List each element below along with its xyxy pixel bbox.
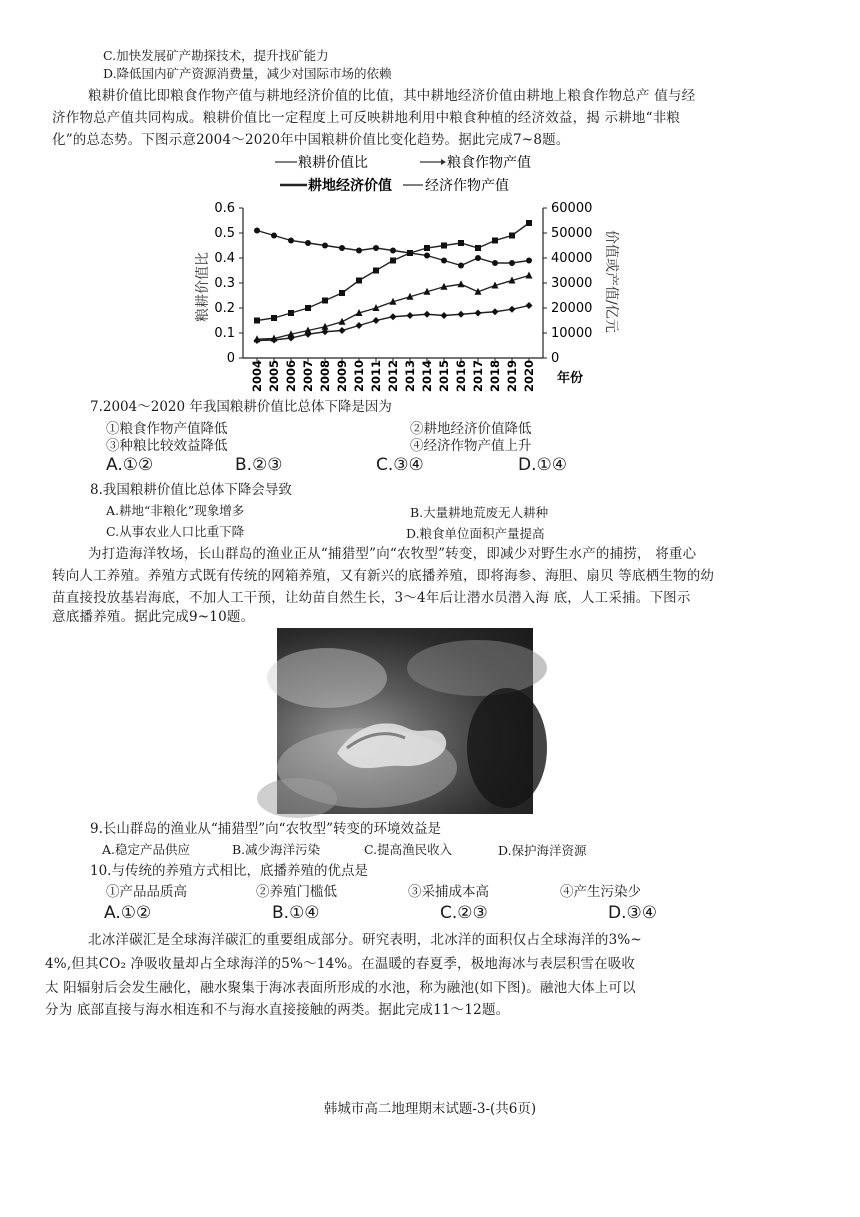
x-tick-label: 2005 bbox=[267, 359, 281, 392]
point-cultivated bbox=[424, 245, 430, 251]
point-ratio bbox=[271, 233, 277, 239]
x-tick-label: 2015 bbox=[437, 359, 451, 392]
y-tick-label-left: 0.3 bbox=[214, 276, 235, 291]
q7-item: ②耕地经济价值降低 bbox=[410, 421, 532, 437]
y-axis-label-left: 粮耕价值比 bbox=[195, 252, 211, 322]
x-tick-label: 2018 bbox=[488, 359, 502, 392]
q7-choice-a: A.①② bbox=[106, 455, 154, 475]
point-ratio bbox=[288, 238, 294, 244]
q9-choice-a: A.稳定产品供应 bbox=[102, 842, 191, 857]
x-tick-label: 2019 bbox=[505, 359, 519, 392]
x-tick-label: 2011 bbox=[369, 359, 383, 392]
point-grain bbox=[373, 317, 380, 324]
point-ratio bbox=[475, 255, 481, 261]
legend-label-cultivated: 耕地经济价值 bbox=[308, 178, 392, 194]
option-c: C.加快发展矿产勘探技术，提升找矿能力 bbox=[103, 48, 329, 63]
intro-line: 北冰洋碳汇是全球海洋碳汇的重要组成部分。研究表明，北冰洋的面积仅占全球海洋的3%~ bbox=[88, 932, 642, 948]
q10-choice-a: A.①② bbox=[104, 903, 152, 923]
q10-item: ①产品品质高 bbox=[106, 884, 187, 900]
x-tick-label: 2016 bbox=[454, 359, 468, 392]
q8-choice-d: D.粮食单位面积产量提高 bbox=[406, 526, 545, 541]
y-tick-label-left: 0 bbox=[226, 351, 235, 366]
legend-label-economic: 经济作物产值 bbox=[425, 178, 509, 194]
seabed-illustration bbox=[277, 628, 533, 814]
q8-stem: 8.我国粮耕价值比总体下降会导致 bbox=[90, 482, 292, 498]
q10-choice-c: C.②③ bbox=[440, 903, 488, 923]
point-economic bbox=[526, 272, 533, 279]
q7-stem: 7.2004～2020 年我国粮耕价值比总体下降是因为 bbox=[90, 399, 392, 415]
point-grain bbox=[390, 313, 397, 320]
legend-label-grain: 粮食作物产值 bbox=[447, 155, 531, 171]
point-ratio bbox=[254, 228, 260, 234]
point-ratio bbox=[526, 258, 532, 264]
point-ratio bbox=[322, 243, 328, 249]
y-tick-label-right: 30000 bbox=[551, 276, 593, 291]
x-tick-label: 2009 bbox=[335, 359, 349, 392]
point-grain bbox=[339, 327, 346, 334]
point-ratio bbox=[356, 248, 362, 254]
y-tick-label-right: 50000 bbox=[551, 226, 593, 241]
q7-item: ③种粮比较效益降低 bbox=[106, 438, 228, 454]
point-grain bbox=[356, 322, 363, 329]
point-ratio bbox=[373, 245, 379, 251]
y-tick-label-left: 0.6 bbox=[214, 201, 235, 216]
point-cultivated bbox=[492, 238, 498, 244]
q10-stem: 10.与传统的养殖方式相比，底播养殖的优点是 bbox=[90, 863, 368, 879]
y-tick-label-left: 0.4 bbox=[214, 251, 235, 266]
y-tick-label-right: 10000 bbox=[551, 326, 593, 341]
intro-line: 济作物总产值共同构成。粮耕价值比一定程度上可反映耕地利用中粮食种植的经济效益，揭 示耕地“非粮 bbox=[52, 110, 681, 126]
legend-label-ratio: 粮耕价值比 bbox=[298, 155, 368, 171]
point-cultivated bbox=[288, 310, 294, 316]
y-tick-label-left: 0.1 bbox=[214, 326, 235, 341]
seabed-sea-cucumber-photo bbox=[277, 628, 533, 814]
x-tick-label: 2017 bbox=[471, 359, 485, 392]
point-ratio bbox=[492, 260, 498, 266]
point-grain bbox=[407, 312, 414, 319]
point-cultivated bbox=[322, 298, 328, 304]
q9-choice-b: B.减少海洋污染 bbox=[232, 842, 321, 857]
intro-line: 苗直接投放基岩海底，不加人工干预，让幼苗自然生长，3～4年后让潜水员潜入海 底，人工采捕。下图示 bbox=[52, 590, 691, 606]
point-cultivated bbox=[407, 250, 413, 256]
point-cultivated bbox=[254, 318, 260, 324]
y-tick-label-right: 40000 bbox=[551, 251, 593, 266]
x-tick-label: 2010 bbox=[352, 359, 366, 392]
point-cultivated bbox=[356, 278, 362, 284]
intro-line: 分为 底部直接与海水相连和不与海水直接接触的两类。据此完成11～12题。 bbox=[45, 1002, 510, 1018]
point-cultivated bbox=[441, 243, 447, 249]
page-footer: 韩城市高二地理期末试题-3-(共6页) bbox=[323, 1101, 537, 1117]
q7-choice-b: B.②③ bbox=[235, 455, 283, 475]
q8-choice-c: C.从事农业人口比重下降 bbox=[106, 524, 245, 539]
q10-choice-d: D.③④ bbox=[608, 903, 657, 923]
q7-choice-c: C.③④ bbox=[376, 455, 424, 475]
x-tick-label: 2006 bbox=[284, 359, 298, 392]
intro-line: 4%,但其CO₂ 净吸收量却占全球海洋的5%～14%。在温暖的春夏季，极地海冰与表层积雪在吸收 bbox=[45, 956, 636, 972]
y-tick-label-left: 0.2 bbox=[214, 301, 235, 316]
point-cultivated bbox=[509, 233, 515, 239]
series-line-2 bbox=[257, 223, 529, 321]
point-ratio bbox=[424, 253, 430, 259]
point-grain bbox=[526, 302, 533, 309]
point-ratio bbox=[305, 240, 311, 246]
option-d: D.降低国内矿产资源消费量，减少对国际市场的依赖 bbox=[103, 66, 392, 81]
series-line-3 bbox=[257, 276, 529, 340]
point-ratio bbox=[390, 248, 396, 254]
q8-choice-a: A.耕地“非粮化”现象增多 bbox=[106, 503, 245, 518]
point-ratio bbox=[339, 245, 345, 251]
point-grain bbox=[509, 306, 516, 313]
q10-item: ③采捕成本高 bbox=[408, 884, 489, 900]
x-axis-label: 年份 bbox=[557, 371, 584, 386]
y-tick-label-right: 60000 bbox=[551, 201, 593, 216]
point-ratio bbox=[441, 258, 447, 264]
point-grain bbox=[424, 311, 431, 318]
point-cultivated bbox=[339, 290, 345, 296]
intro-line: 太 阳辐射后会发生融化，融水聚集于海冰表面所形成的水池，称为融池(如下图)。融池大体上可以 bbox=[45, 980, 636, 996]
q10-choice-b: B.①④ bbox=[272, 903, 320, 923]
point-cultivated bbox=[475, 245, 481, 251]
intro-line: 为打造海洋牧场，长山群岛的渔业正从“捕猎型”向“农牧型”转变，即减少对野生水产的捕捞， 将重心 bbox=[88, 546, 697, 562]
q9-choice-d: D.保护海洋资源 bbox=[498, 843, 587, 858]
q7-item: ①粮食作物产值降低 bbox=[106, 421, 228, 437]
intro-line: 意底播养殖。据此完成9~10题。 bbox=[52, 609, 255, 625]
point-cultivated bbox=[373, 268, 379, 274]
q8-choice-b: B.大量耕地荒废无人耕种 bbox=[410, 505, 549, 520]
y-tick-label-right: 0 bbox=[551, 351, 560, 366]
q7-item: ④经济作物产值上升 bbox=[410, 438, 532, 454]
y-axis-label-right: 价值或产值/亿元 bbox=[603, 230, 619, 333]
point-cultivated bbox=[390, 258, 396, 264]
q7-choice-d: D.①④ bbox=[518, 455, 567, 475]
y-tick-label-right: 20000 bbox=[551, 301, 593, 316]
point-ratio bbox=[458, 263, 464, 269]
x-tick-label: 2014 bbox=[420, 359, 434, 392]
x-tick-label: 2013 bbox=[403, 359, 417, 392]
point-ratio bbox=[509, 260, 515, 266]
q10-item: ④产生污染少 bbox=[560, 884, 641, 900]
x-tick-label: 2007 bbox=[301, 359, 315, 392]
grain-value-ratio-chart bbox=[185, 150, 619, 395]
y-tick-label-left: 0.5 bbox=[214, 226, 235, 241]
x-tick-label: 2008 bbox=[318, 359, 332, 392]
intro-line: 化”的总态势。下图示意2004～2020年中国粮耕价值比变化趋势。据此完成7~8题。 bbox=[52, 132, 570, 148]
point-cultivated bbox=[526, 220, 532, 226]
x-tick-label: 2004 bbox=[250, 359, 264, 392]
point-grain bbox=[492, 308, 499, 315]
intro-line: 转向人工养殖。养殖方式既有传统的网箱养殖，又有新兴的底播养殖，即将海参、海胆、扇贝 等底栖生物的幼 bbox=[52, 568, 715, 584]
q9-stem: 9.长山群岛的渔业从“捕猎型”向“农牧型”转变的环境效益是 bbox=[90, 821, 441, 837]
point-grain bbox=[475, 310, 482, 317]
x-tick-label: 2020 bbox=[522, 359, 536, 392]
intro-line: 粮耕价值比即粮食作物产值与耕地经济价值的比值，其中耕地经济价值由耕地上粮食作物总产 值与经 bbox=[88, 88, 696, 104]
point-cultivated bbox=[305, 305, 311, 311]
x-tick-label: 2012 bbox=[386, 359, 400, 392]
q10-item: ②养殖门槛低 bbox=[256, 884, 337, 900]
point-economic bbox=[458, 280, 465, 287]
q9-choice-c: C.提高渔民收入 bbox=[364, 842, 453, 857]
chart-legend bbox=[275, 154, 531, 194]
point-grain bbox=[458, 311, 465, 318]
point-cultivated bbox=[458, 240, 464, 246]
point-cultivated bbox=[271, 315, 277, 321]
point-grain bbox=[441, 312, 448, 319]
